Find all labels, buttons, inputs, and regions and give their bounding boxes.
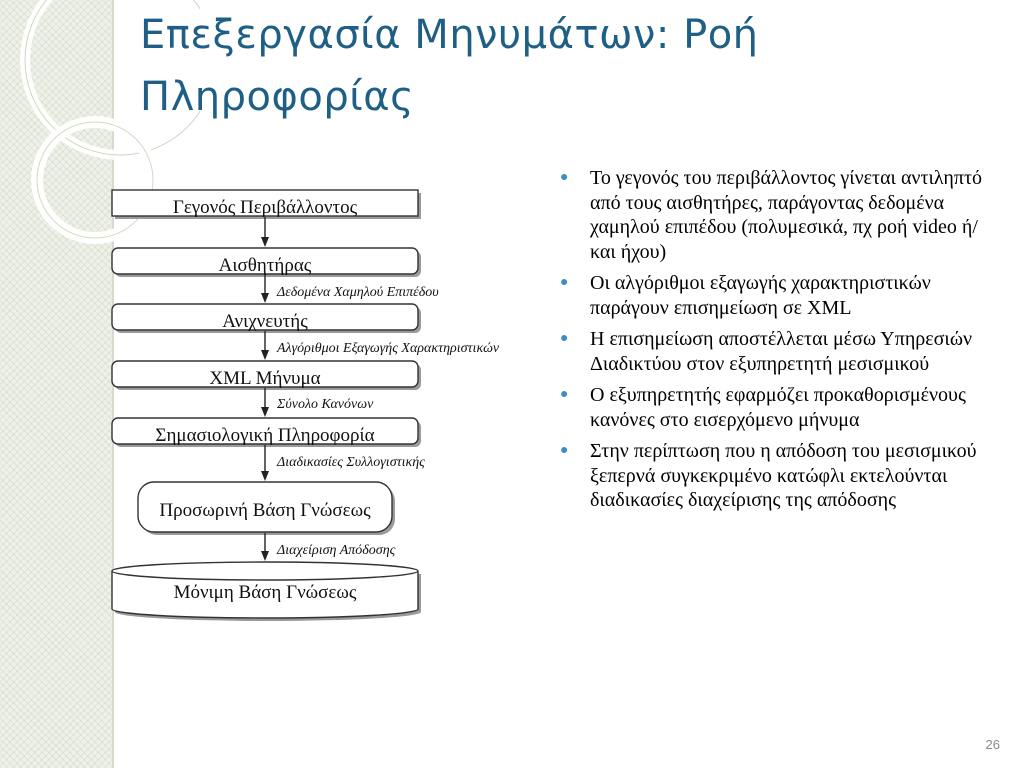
bullet-item [560,271,990,320]
flow-step [112,304,421,333]
slide-title: Επεξεργασία Μηνυμάτων: Ροή Πληροφορίας [140,12,759,120]
bullet-text: Ο εξυπηρετητής εφαρμόζει προκαθορισμένους κανόνες στο εισερχόμενο μήνυμα [590,384,966,431]
bullet-item [560,439,990,513]
flow-step [112,562,421,621]
bullet-item [560,383,990,432]
information-flow-diagram [100,180,580,625]
flow-step [138,482,395,535]
flow-step-label: Ανιχνευτής [222,311,308,332]
flow-connector-label: Αλγόριθμοι Εξαγωγής Χαρακτηριστικών [277,341,500,356]
page-number: 26 [985,737,1000,752]
bullet-dot-icon: ● [560,275,569,290]
flow-connector-label: Διαδικασίες Συλλογιστικής [277,455,425,470]
flow-step [112,248,421,277]
bullet-text: Η επισημείωση αποστέλλεται μέσω Υπηρεσιών Διαδικτύου στον εξυπηρετητή μεσισμικού [590,328,973,375]
flow-step-label: Μόνιμη Βάση Γνώσεως [173,582,357,603]
bullet-dot-icon: ● [560,387,569,402]
flow-step-label: XML Μήνυμα [209,368,321,389]
bullet-item [560,327,990,376]
flow-step-label: Προσωρινή Βάση Γνώσεως [159,500,371,521]
bullet-dot-icon: ● [560,170,569,185]
flow-connector-label: Σύνολο Κανόνων [277,397,374,412]
flow-step-label: Γεγονός Περιβάλλοντος [172,197,358,218]
flow-connector-label: Δεδομένα Χαμηλού Επιπέδου [277,285,439,300]
flow-connector-label: Διαχείριση Απόδοσης [277,543,396,558]
bullet-text: Στην περίπτωση που η απόδοση του μεσισμικού ξεπερνά συγκεκριμένο κατώφλι εκτελούνται διαδικασίες διαχείρισης της απόδοσης [590,440,977,511]
bullet-text: Το γεγονός του περιβάλλοντος γίνεται αντιληπτό από τους αισθητήρες, παράγοντας δεδομένα χαμηλού επιπέδου (πολυμεσικά, πχ ροή video ή/και ήχου) [590,167,982,263]
bullet-list [560,166,990,520]
bullet-dot-icon: ● [560,331,569,346]
bullet-text: Οι αλγόριθμοι εξαγωγής χαρακτηριστικών παράγουν επισημείωση σε XML [590,272,931,319]
flow-step [112,361,421,390]
bullet-dot-icon: ● [560,443,569,458]
bullet-item [560,166,990,264]
flow-step [112,418,421,447]
flow-step-label: Αισθητήρας [218,255,312,276]
flow-step [112,190,421,219]
flow-step-label: Σημασιολογική Πληροφορία [155,425,375,446]
